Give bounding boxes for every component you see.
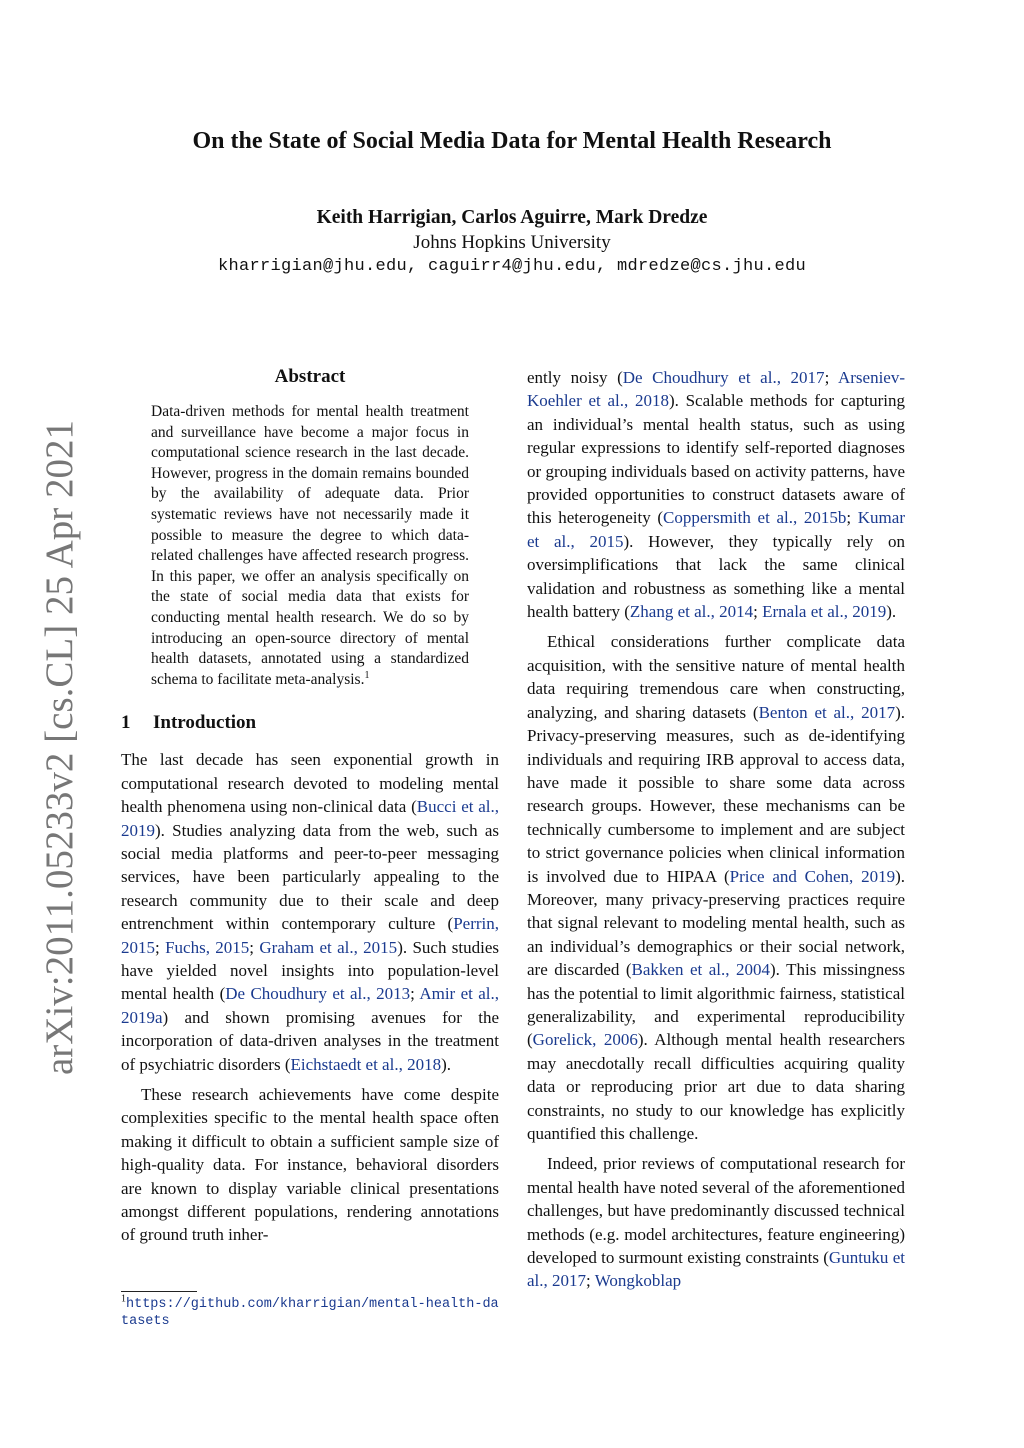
body-paragraph-3 [527, 1152, 905, 1292]
abstract-heading: Abstract [274, 366, 346, 387]
text-run: ; [249, 937, 260, 957]
citation-link[interactable]: De Choudhury et al., 2013 [225, 984, 411, 1004]
text-run: ). Such studies have yielded novel insights into population-level mental health ( [121, 937, 500, 1004]
citation-link[interactable]: Gorelick, 2006 [532, 1030, 638, 1050]
right-column [527, 366, 905, 1293]
citation-link[interactable]: Price and Cohen, 2019 [729, 866, 896, 886]
author-emails[interactable]: kharrigian@jhu.edu, caguirr4@jhu.edu, mdredze@cs.jhu.edu [217, 257, 807, 276]
body-paragraph-1 [527, 366, 905, 623]
footnote-mark: 1 [121, 1293, 126, 1305]
text-run: ; [846, 508, 858, 528]
text-run: Ethical considerations further complicate data acquisition, with the sensitive nature of mental health data requiring tremendous care when constructing, analyzing, and sharing datasets ( [527, 632, 905, 722]
citation-link[interactable]: Fuchs, 2015 [165, 937, 250, 957]
text-run: ). This missingness has the potential to limit algorithmic fairness, statistical generalizability, and experimental reproducibility ( [527, 960, 905, 1050]
citation-link[interactable]: Bucci et al., 2019 [121, 797, 499, 840]
paper-title: On the State of Social Media Data for Mental Health Research [192, 128, 832, 154]
citation-link[interactable]: Guntuku et al., 2017 [527, 1248, 905, 1291]
text-run: ; [410, 984, 420, 1004]
text-run: ). However, they typically rely on oversimplifications that lack the same clinical validation and robustness as something like a mental health battery ( [527, 531, 905, 622]
text-run: ). Although mental health researchers may anecdotally recall difficulties acquiring quality data or reproducing prior art due to data sharing constraints, no study to our knowledge has explicitly quantified this challenge. [527, 1030, 906, 1143]
footnote-reference[interactable]: 1 [364, 669, 370, 681]
footnote-url-link[interactable]: https://github.com/kharrigian/mental-health-datasets [121, 1297, 499, 1329]
text-run: ) and shown promising avenues for the incorporation of data-driven analyses in the treatment of psychiatric disorders ( [121, 1007, 499, 1074]
citation-link[interactable]: Coppersmith et al., 2015b [663, 508, 847, 528]
citation-link[interactable]: Ernala et al., 2019 [762, 602, 887, 622]
citation-link[interactable]: De Choudhury et al., 2017 [622, 368, 825, 387]
text-run: ; [753, 602, 763, 622]
citation-link[interactable]: Wongkoblap [594, 1271, 682, 1291]
text-run: ). [441, 1054, 451, 1074]
citation-link[interactable]: Amir et al., 2019a [121, 984, 500, 1027]
citation-link[interactable]: Graham et al., 2015 [259, 937, 398, 957]
footnote [121, 1293, 499, 1330]
author-list: Keith Harrigian, Carlos Aguirre, Mark Dredze [316, 207, 708, 228]
citation-link[interactable]: Eichstaedt et al., 2018 [290, 1054, 442, 1074]
citation-link[interactable]: Zhang et al., 2014 [629, 602, 754, 622]
citation-link[interactable]: Arseniev-Koehler et al., 2018 [527, 368, 905, 411]
section-heading-introduction [121, 712, 499, 734]
text-run: ). Scalable methods for capturing an individual’s mental health status, such as using regular expressions to identify self-reported diagnoses or grouping individuals based on activity patterns, have provided opportunities to construct datasets aware of this heterogeneity ( [527, 391, 905, 528]
arxiv-identifier-stamp: arXiv:2011.05233v2 [cs.CL] 25 Apr 2021 [38, 420, 81, 1075]
body-paragraph-2 [527, 630, 905, 1145]
text-run: ; [155, 937, 166, 957]
intro-paragraph-1 [121, 748, 499, 1076]
citation-link[interactable]: Perrin, 2015 [121, 914, 499, 957]
left-column [121, 366, 499, 1247]
section-title: Introduction [153, 712, 257, 734]
text-run: ). Privacy-preserving measures, such as de-identifying individuals and requiring IRB approval to access data, have made it possible to share some data across research groups. However, these mechanisms can be technically cumbersome to implement and are subject to strict governance policies when clinical information is involved due to HIPAA ( [527, 702, 905, 886]
text-run: Indeed, prior reviews of computational research for mental health have noted several of the aforementioned challenges, but have predominantly discussed technical methods (e.g. model architectures, feature engineering) developed to surmount existing constraints ( [527, 1154, 905, 1268]
citation-link[interactable]: Benton et al., 2017 [758, 702, 896, 722]
text-run: ). Studies analyzing data from the web, such as social media platforms and peer-to-peer messaging services, have been particularly appealing to the research community due to their scale and deep entrenchment within contemporary culture ( [121, 820, 499, 934]
text-run: ; [586, 1271, 595, 1291]
text-run: ). Moreover, many privacy-preserving practices require that signal relevant to modeling mental health, such as an individual’s demographics or their social network, are discarded ( [527, 866, 905, 980]
affiliation: Johns Hopkins University [413, 232, 611, 253]
abstract-text: Data-driven methods for mental health treatment and surveillance have become a major focus in computational science research in the last decade. However, progress in the domain remains bounded by the availability of adequate data. Prior systematic reviews have not necessarily made it possible to measure the degree to which data-related challenges have affected research progress. In this paper, we offer an analysis specifically on the state of social media data that exists for conducting mental health research. We do so by introducing an open-source directory of mental health datasets, annotated using a standardized schema to facilitate meta-analysis. [151, 403, 469, 688]
text-run: ently noisy ( [527, 368, 623, 387]
abstract-body [151, 402, 469, 690]
text-run: The last decade has seen exponential growth in computational research devoted to modeling mental health phenomena using non-clinical data ( [121, 750, 499, 817]
citation-link[interactable]: Bakken et al., 2004 [631, 960, 770, 980]
intro-paragraph-2: These research achievements have come despite complexities specific to the mental health space often making it difficult to obtain a sufficient sample size of high-quality data. For instance, behavioral disorders are known to display variable clinical presentations amongst different populations, rendering annotations of ground truth inher- [121, 1085, 499, 1245]
footnote-divider [121, 1291, 197, 1292]
text-run: ). [886, 602, 897, 622]
citation-link[interactable]: Kumar et al., 2015 [527, 508, 905, 551]
text-run: ; [824, 368, 838, 387]
section-number: 1 [121, 712, 131, 734]
